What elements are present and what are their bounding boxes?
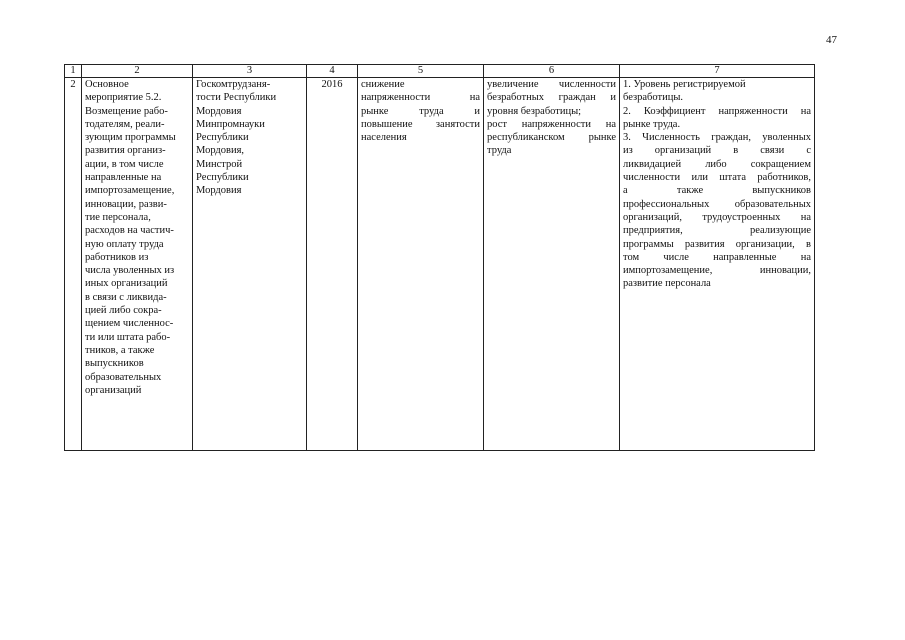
indicator-text-line: программы развития организации, в [623,238,811,250]
activity-text-line: тодателям, реали- [85,118,165,130]
indicator-text-line: рынке труда. [623,118,681,130]
activity-text-line: ации, в том числе [85,158,164,170]
activity-text-line: цией либо сокра- [85,305,162,317]
table-row [65,78,815,451]
activity-text-line: щением численнос- [85,318,174,330]
activity-text-line: организаций [85,384,142,396]
executor-cell [193,78,307,451]
indicator-text-line: развитие персонала [623,278,711,290]
header-col-3: 3 [193,65,307,78]
activity-text-line: Основное [85,79,129,90]
indicator-text-line: предприятия, реализующие [623,225,811,237]
header-col-5: 5 [358,65,484,78]
activity-text-line: ти или штата рабо- [85,331,171,343]
indicator-text-line: безработицы. [623,92,684,104]
indicator-text-line: а также выпускников [623,185,811,197]
result-text-line: населения [361,132,407,144]
header-row [65,65,815,78]
indicator-text-line: из организаций в связи с [623,145,811,157]
consequence-text-line: труда [487,145,512,157]
activity-text-line: развития организ- [85,145,166,157]
activity-text-line: Возмещение рабо- [85,105,168,117]
consequence-text-line: рост напряженности на [487,118,616,130]
activity-text-line: направленные на [85,172,162,184]
activity-text-line: иных организаций [85,278,168,290]
result-text-line: рынке труда и [361,105,480,117]
consequence-text-line: безработных граждан и [487,92,616,104]
indicator-text-line: 3. Численность граждан, уволенных [623,132,811,144]
executor-text-line: Республики [196,132,249,144]
indicator-text-line: 2. Коэффициент напряженности на [623,105,811,117]
executor-text-line: Мордовия [196,105,242,117]
program-table [64,64,815,451]
consequence-text-line: уровня безработицы; [487,105,582,117]
activity-text-line: тие персонала, [85,211,151,223]
result-text-line: напряженности на [361,92,480,104]
activity-text-line: зующим программы [85,132,176,144]
result-cell [358,78,484,451]
header-col-1: 1 [65,65,82,78]
consequence-text-line: увеличение численности [487,79,616,90]
activity-text-line: ную оплату труда [85,238,164,250]
header-col-4: 4 [307,65,358,78]
header-col-6: 6 [484,65,620,78]
activity-text-line: выпускников [85,358,144,370]
indicator-cell [620,78,815,451]
activity-text-line: расходов на частич- [85,225,174,237]
page-number: 47 [826,34,837,46]
consequence-text-line: республиканском рынке [487,132,616,144]
indicator-text-line: численности или штата работников, [623,172,811,184]
activity-text-line: в связи с ликвида- [85,291,167,303]
activity-text-line: импортозамещение, [85,185,175,197]
header-col-7: 7 [620,65,815,78]
executor-text-line: Мордовия [196,185,242,197]
executor-text-line: Республики [196,172,249,184]
indicator-text-line: 1. Уровень регистрируемой [623,79,746,90]
activity-text-line: инновации, разви- [85,198,167,210]
indicator-text-line: импортозамещение, инновации, [623,265,811,277]
indicator-text-line: ликвидацией либо сокращением [623,158,811,170]
executor-text-line: Минпромнауки [196,118,265,130]
executor-text-line: Минстрой [196,158,243,170]
activity-text-line: мероприятие 5.2. [85,92,162,104]
activity-text-line: числа уволенных из [85,265,175,277]
activity-text-line: тников, а также [85,344,155,356]
executor-text-line: Госкомтрудзаня- [196,79,271,90]
consequence-cell [484,78,620,451]
activity-cell [82,78,193,451]
activity-text-line: образовательных [85,371,162,383]
executor-text-line: тости Республики [196,92,277,104]
indicator-text-line: профессиональных образовательных [623,198,811,210]
header-col-2: 2 [82,65,193,78]
row-number-cell: 2 [65,78,82,451]
indicator-text-line: организаций, трудоустроенных на [623,211,811,223]
indicator-text-line: том числе направленные на [623,251,811,263]
year-cell: 2016 [307,78,358,451]
result-text-line: повышение занятости [361,118,480,130]
result-text-line: снижение [361,79,405,90]
executor-text-line: Мордовия, [196,145,245,157]
activity-text-line: работников из [85,251,149,263]
